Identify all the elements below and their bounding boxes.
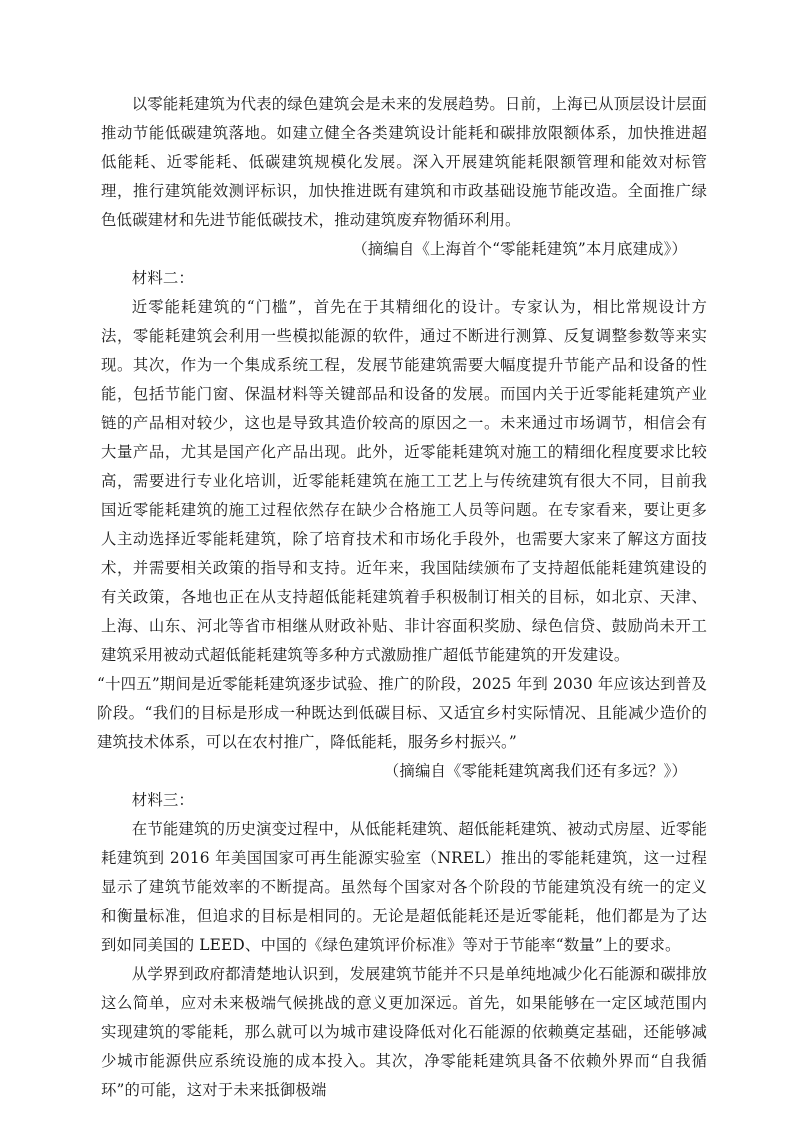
paragraph-2: 近零能耗建筑的“门槛”，首先在于其精细化的设计。专家认为，相比常规设计方法，零能耗建筑会利用一些模拟能源的软件，通过不断进行测算、反复调整参数等来实现。其次，作为一个集成系统工程，发展节能建筑需要大幅度提升节能产品和设备的性能，包括节能门窗、保温材料等关键部品和设备的发展。而国内关于近零能耗建筑产业链的产品相对较少，这也是导致其造价较高的原因之一。未来通过市场调节，相信会有大量产品，尤其是国产化产品出现。此外，近零能耗建筑对施工的精细化程度要求比较高，需要进行专业化培训，近零能耗建筑在施工工艺上与传统建筑有很大不同，目前我国近零能耗建筑的施工过程依然存在缺少合格施工人员等问题。在专家看来，要让更多人主动选择近零能耗建筑，除了培育技术和市场化手段外，也需要大家来了解这方面技术，并需要相关政策的指导和支持。近年来，我国陆续颁布了支持超低能耗建筑建设的有关政策，各地也正在从支持超低能耗建筑着手积极制订相关的目标，如北京、天津、上海、山东、河北等省市相继从财政补贴、非计容面积奖励、绿色信贷、鼓励尚未开工建筑采用被动式超低能耗建筑等多种方式激励推广超低节能建筑的开发建设。 (101, 298, 707, 664)
document-page (97, 90, 707, 1105)
paragraph-4: 在节能建筑的历史演变过程中，从低能耗建筑、超低能耗建筑、被动式房屋、近零能耗建筑到 2016 年美国国家可再生能源实验室（NREL）推出的零能耗建筑，这一过程显示了建筑节能效率的不断提高。虽然每个国家对各个阶段的节能建筑没有统一的定义和衡量标准，但追求的目标是相同的。无论是超低能耗还是近零能耗，他们都是为了达到如同美国的 LEED、中国的《绿色建筑评价标准》等对于节能率“数量”上的要求。 (101, 820, 707, 954)
source-citation-2: （摘编自《零能耗建筑离我们还有多远？》） (383, 762, 687, 780)
paragraph-5: 从学界到政府都清楚地认识到，发展建筑节能并不只是单纯地减少化石能源和碳排放这么简单，应对未来极端气候挑战的意义更加深远。首先，如果能够在一定区域范围内实现建筑的零能耗，那么就可以为城市建设降低对化石能源的依赖奠定基础，还能够减少城市能源供应系统设施的成本投入。其次，净零能耗建筑具备不依赖外界而“自我循环”的可能，这对于未来抵御极端 (101, 965, 707, 1099)
paragraph-1: 以零能耗建筑为代表的绿色建筑会是未来的发展趋势。日前，上海已从顶层设计层面推动节能低碳建筑落地。如建立健全各类建筑设计能耗和碳排放限额体系，加快推进超低能耗、近零能耗、低碳建筑规模化发展。深入开展建筑能耗限额管理和能效对标管理，推行建筑能效测评标识，加快推进既有建筑和市政基础设施节能改造。全面推广绿色低碳建材和先进节能低碳技术，推动建筑废弃物循环利用。 (101, 95, 707, 229)
material-3-label: 材料三： (131, 791, 194, 809)
paragraph-3: “十四五”期间是近零能耗建筑逐步试验、推广的阶段，2025 年到 2030 年应该达到普及阶段。“我们的目标是形成一种既达到低碳目标、又适宜乡村实际情况、且能减少造价的建筑技术体系，可以在农村推广，降低能耗，服务乡村振兴。” (97, 675, 707, 751)
source-citation-1: （摘编自《上海首个“零能耗建筑”本月底建成》） (352, 240, 687, 258)
material-2-label: 材料二： (131, 269, 194, 287)
